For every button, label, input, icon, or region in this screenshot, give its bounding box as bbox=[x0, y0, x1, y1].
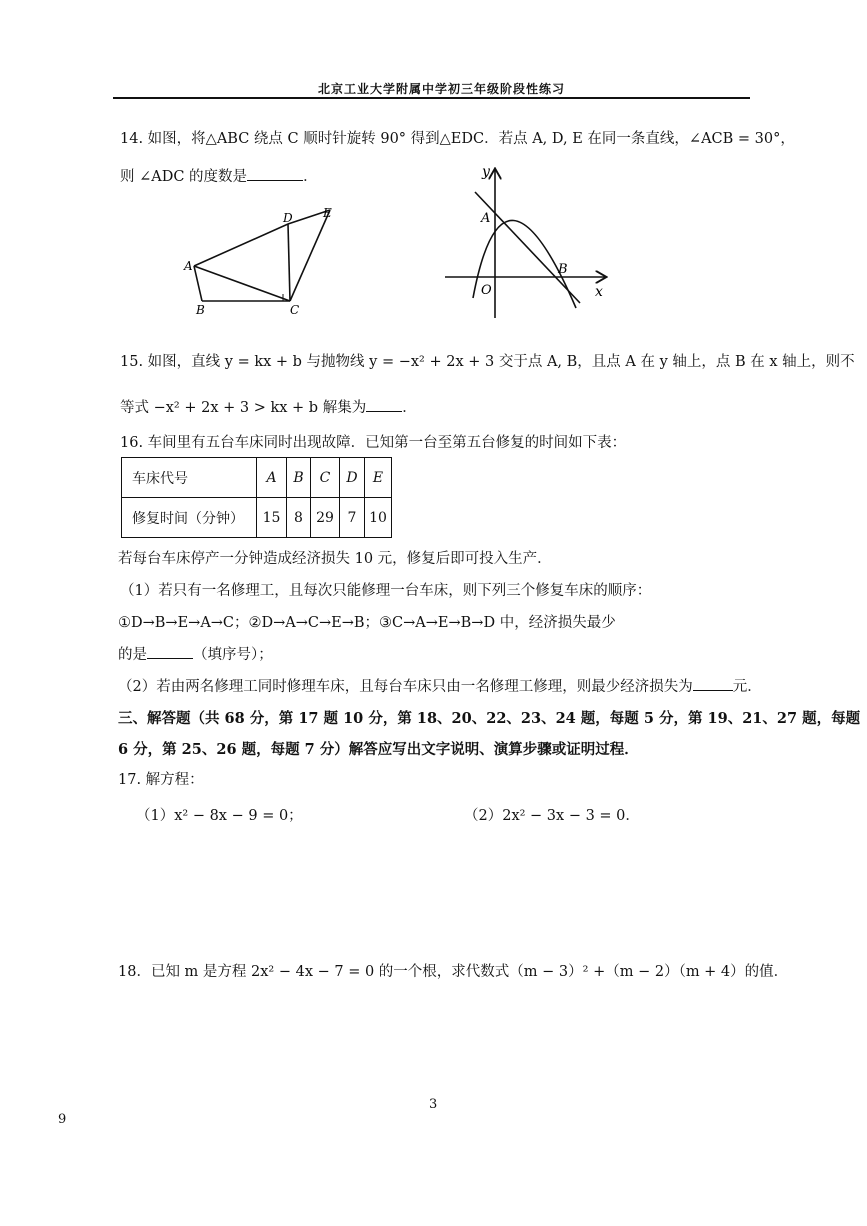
document-header: 北京工业大学附属中学初三年级阶段性练习 bbox=[318, 82, 566, 96]
table-cell: 29 bbox=[311, 498, 340, 538]
header-rule bbox=[113, 97, 750, 99]
figure-label-A: A bbox=[184, 259, 193, 273]
q16-part1-line3 bbox=[118, 643, 273, 664]
table-cell: 8 bbox=[287, 498, 311, 538]
corner-mark: 9 bbox=[58, 1112, 67, 1127]
table-header-cell: 车床代号 bbox=[122, 458, 257, 498]
q16-part1-answer-blank[interactable] bbox=[147, 658, 193, 659]
figure-label-C: C bbox=[290, 303, 300, 317]
q15-line2 bbox=[120, 396, 417, 417]
figure-label-D: D bbox=[283, 211, 293, 225]
table-header-cell: 修复时间（分钟） bbox=[122, 498, 257, 538]
axis-label-x: x bbox=[595, 284, 603, 300]
q17-part2: （2）2x² − 3x − 3 = 0． bbox=[464, 808, 640, 824]
q18-text: 18．已知 m 是方程 2x² − 4x − 7 = 0 的一个根，求代数式（m − 3）² +（m − 2）（m + 4）的值． bbox=[118, 964, 789, 980]
table-cell: E bbox=[365, 458, 392, 498]
q16-loss-statement: 若每台车床停产一分钟造成经济损失 10 元，修复后即可投入生产． bbox=[118, 551, 552, 567]
q14-period: ． bbox=[303, 169, 318, 185]
section3-heading-line1: 三、解答题（共 68 分，第 17 题 10 分，第 18、20、22、23、24 题，每题 5 分，第 19、21、27 题，每题 bbox=[118, 710, 861, 727]
q14-line1: 14. 如图，将△ABC 绕点 C 顺时针旋转 90° 得到△EDC．若点 A, D, E 在同一条直线，∠ACB = 30°， bbox=[120, 131, 795, 147]
table-row bbox=[122, 458, 392, 498]
table-cell: D bbox=[340, 458, 365, 498]
table-row bbox=[122, 498, 392, 538]
q14-triangle-figure bbox=[180, 200, 340, 320]
q16-part1-line1: （1）若只有一名修理工，且每次只能修理一台车床，则下列三个修复车床的顺序： bbox=[120, 583, 652, 599]
q15-prompt: 等式 −x² + 2x + 3 > kx + b 解集为 bbox=[120, 400, 367, 416]
table-cell: 15 bbox=[257, 498, 287, 538]
table-cell: A bbox=[257, 458, 287, 498]
page-number: 3 bbox=[429, 1097, 438, 1112]
figure-edge-E-C bbox=[290, 210, 330, 301]
point-label-B: B bbox=[558, 262, 568, 277]
q16-part1-hint: （填序号）； bbox=[193, 647, 273, 663]
q15-line1: 15. 如图，直线 y = kx + b 与抛物线 y = −x² + 2x + 3 交于点 A, B，且点 A 在 y 轴上，点 B 在 x 轴上，则不 bbox=[120, 354, 855, 370]
axis-label-y: y bbox=[482, 164, 490, 180]
table-cell: 7 bbox=[340, 498, 365, 538]
section3-heading-line2: 6 分，第 25、26 题，每题 7 分）解答应写出文字说明、演算步骤或证明过程． bbox=[118, 741, 639, 758]
figure-label-B: B bbox=[196, 303, 205, 317]
figure-edge-D-C bbox=[288, 224, 290, 301]
q15-period: ． bbox=[402, 400, 417, 416]
table-cell: 10 bbox=[365, 498, 392, 538]
figure-edge-A-B bbox=[194, 266, 202, 301]
q16-part2-prompt: （2）若由两名修理工同时修理车床，且每台车床只由一名修理工修理，则最少经济损失为 bbox=[118, 679, 693, 695]
q15-parabola-graph bbox=[440, 158, 615, 323]
q17-part1: （1）x² − 8x − 9 = 0； bbox=[136, 808, 303, 824]
figure-label-E: E bbox=[323, 206, 332, 220]
q14-answer-blank[interactable] bbox=[247, 180, 303, 181]
q14-line2 bbox=[120, 165, 318, 186]
repair-time-table bbox=[121, 457, 392, 538]
table-cell: C bbox=[311, 458, 340, 498]
q17-title: 17. 解方程： bbox=[118, 772, 204, 788]
figure-edge-A-C bbox=[194, 266, 290, 301]
q16-part2 bbox=[118, 675, 762, 696]
q16-part2-unit: 元． bbox=[732, 679, 762, 695]
table-cell: B bbox=[287, 458, 311, 498]
q16-part2-answer-blank[interactable] bbox=[693, 690, 733, 691]
q14-prompt: 则 ∠ADC 的度数是 bbox=[120, 169, 248, 185]
origin-label: O bbox=[481, 283, 492, 298]
q16-intro: 16. 车间里有五台车床同时出现故障．已知第一台至第五台修复的时间如下表： bbox=[120, 435, 627, 451]
point-label-A: A bbox=[481, 211, 491, 226]
q15-answer-blank[interactable] bbox=[366, 411, 402, 412]
q16-part1-prompt: 的是 bbox=[118, 647, 147, 663]
q16-part1-line2: ①D→B→E→A→C；②D→A→C→E→B；③C→A→E→B→D 中，经济损失最少 bbox=[118, 615, 616, 631]
